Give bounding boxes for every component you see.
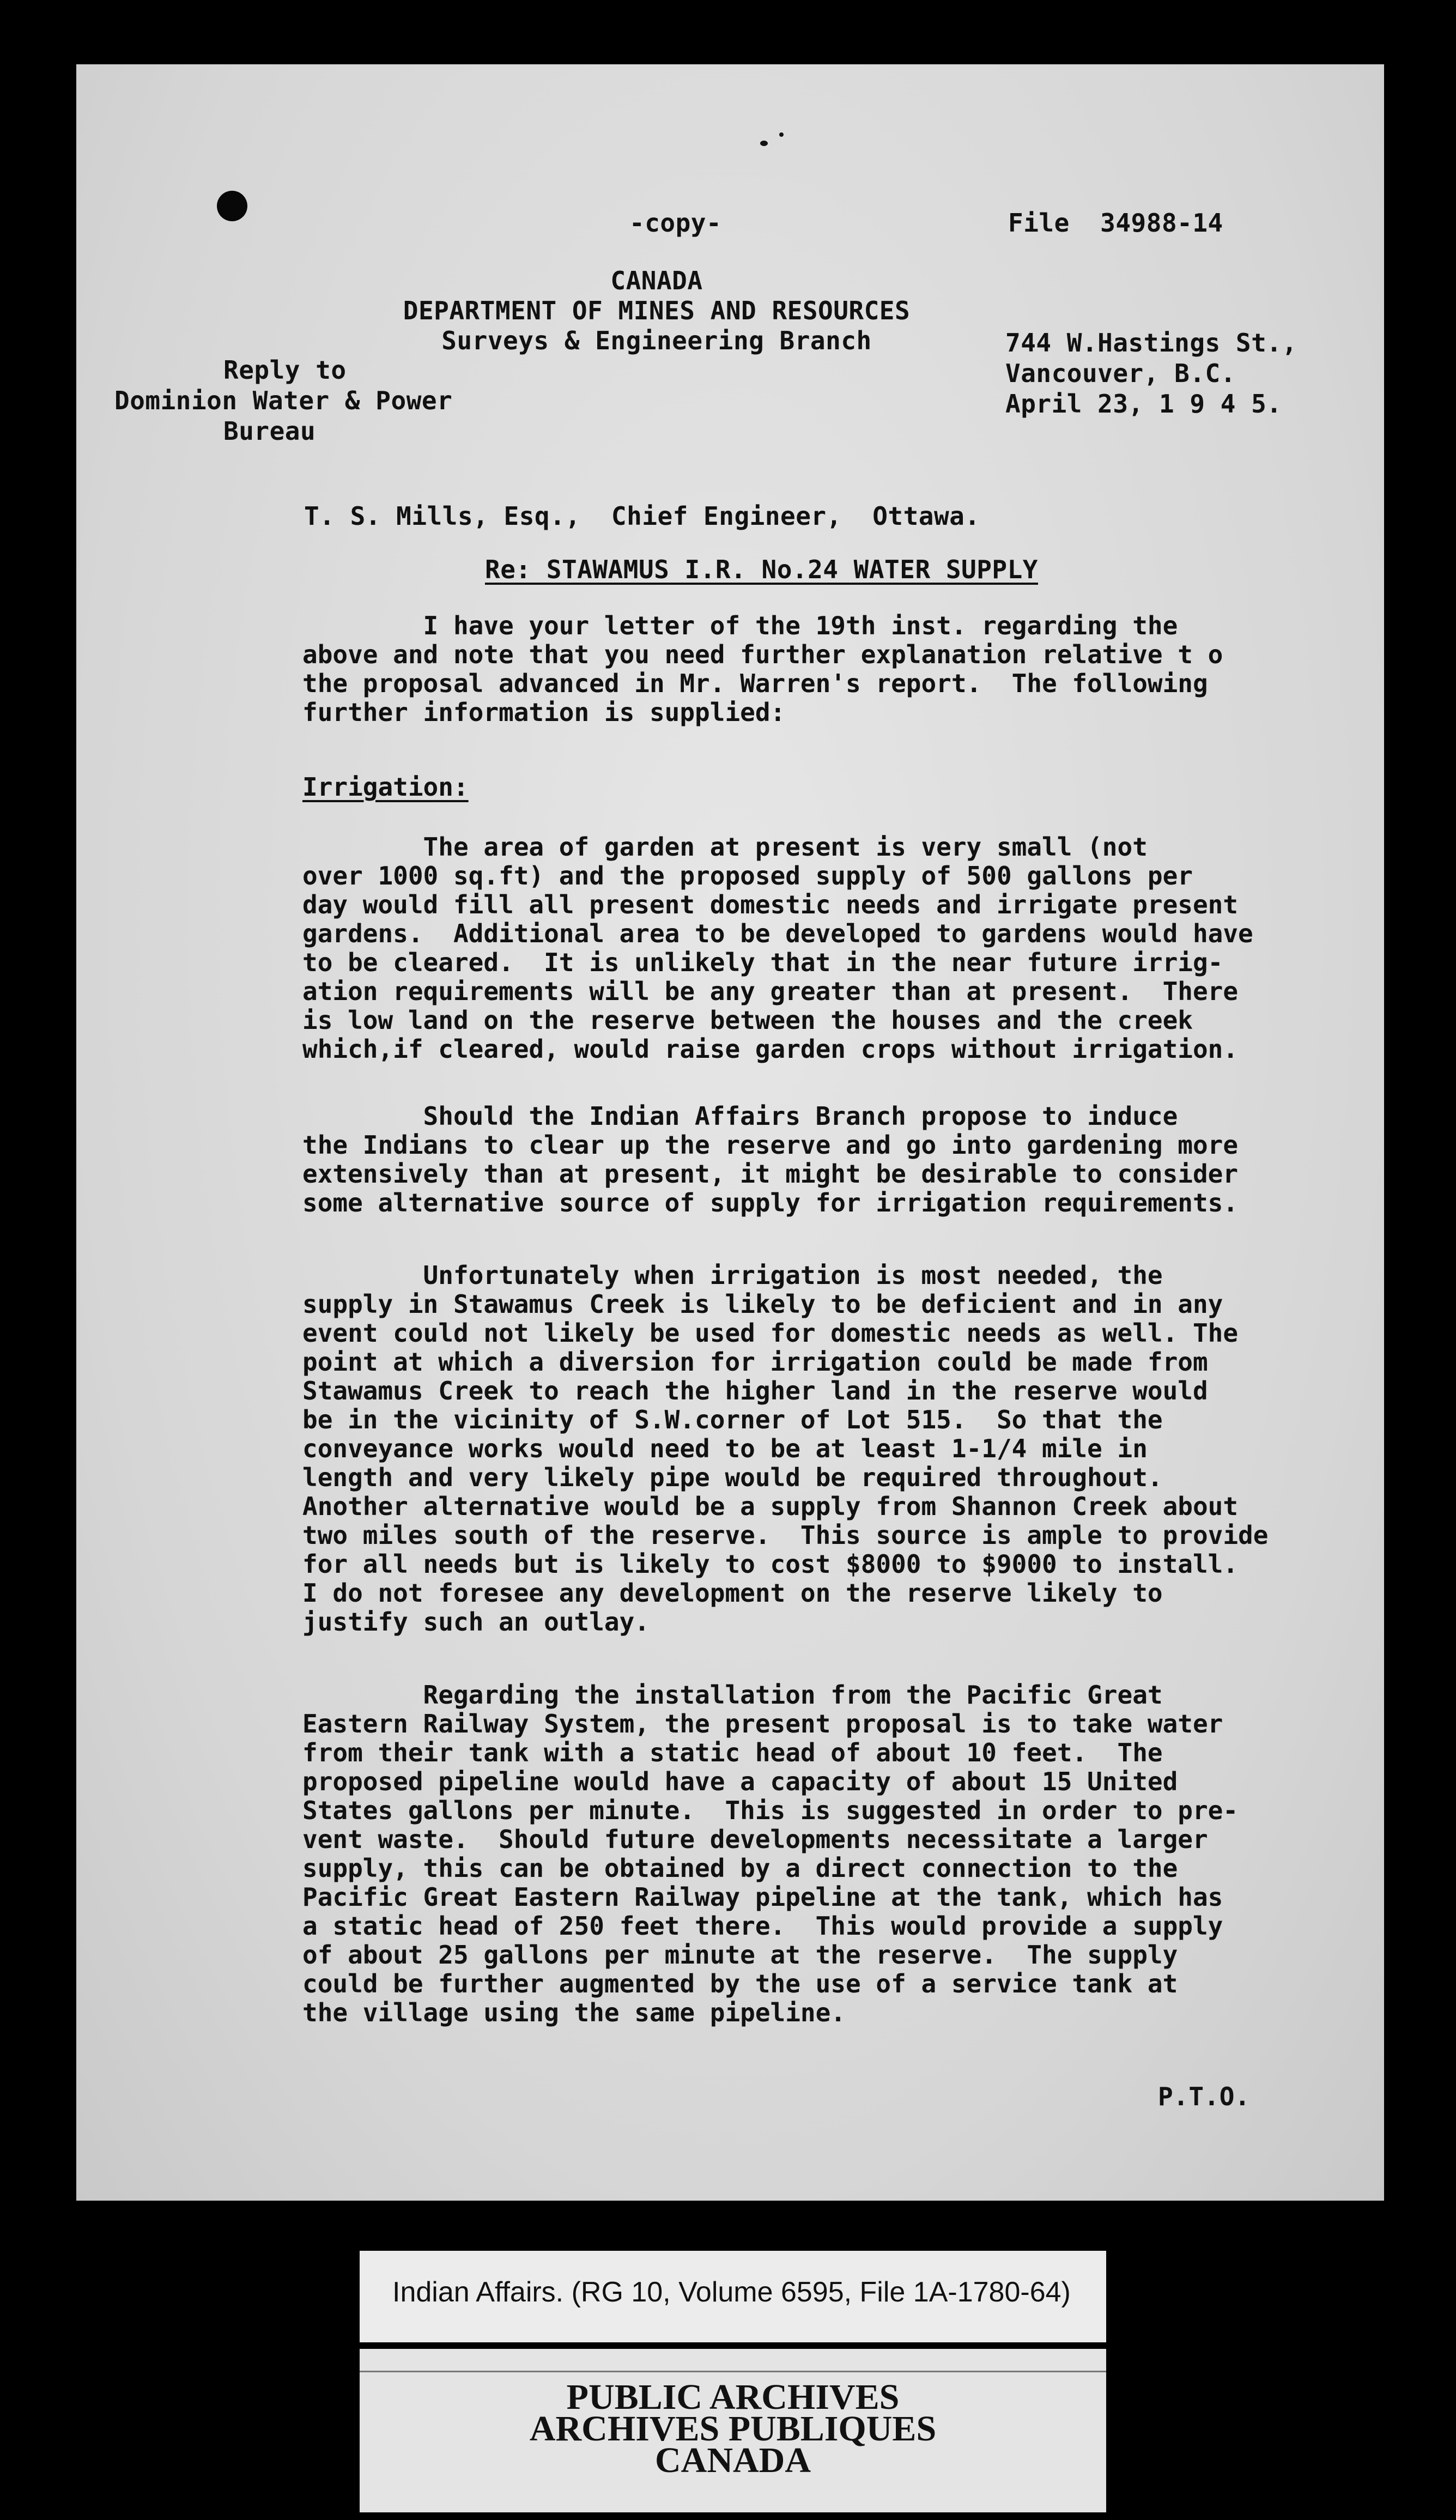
- text-line: a static head of 250 feet there. This would provide a supply: [302, 1911, 1223, 1941]
- subject-line: Re: STAWAMUS I.R. No.24 WATER SUPPLY: [485, 555, 1038, 584]
- paragraph-indian-affairs: [302, 1102, 1354, 1217]
- text-line: I have your letter of the 19th inst. regarding the: [302, 611, 1178, 640]
- text-line: vent waste. Should future developments necessitate a larger: [302, 1825, 1208, 1854]
- text-line: the village using the same pipeline.: [302, 1998, 846, 2027]
- section-heading-irrigation: [302, 773, 1354, 802]
- paragraph-intro: [302, 611, 1354, 727]
- text-line: Stawamus Creek to reach the higher land in the reserve would: [302, 1376, 1208, 1406]
- ink-speck: [779, 132, 784, 137]
- text-line: over 1000 sq.ft) and the proposed supply of 500 gallons per: [302, 861, 1193, 891]
- text-line: gardens. Additional area to be developed to gardens would have: [302, 919, 1253, 948]
- letter-page: [76, 64, 1384, 2201]
- text-line: supply in Stawamus Creek is likely to be deficient and in any: [302, 1289, 1223, 1319]
- text-line: States gallons per minute. This is suggested in order to pre-: [302, 1796, 1239, 1825]
- copy-mark: -copy-: [629, 208, 722, 238]
- text-line: Unfortunately when irrigation is most needed, the: [302, 1261, 1163, 1290]
- file-reference: File 34988-14: [1008, 208, 1223, 238]
- text-line: the proposal advanced in Mr. Warren's report. The following: [302, 669, 1208, 698]
- text-line: day would fill all present domestic needs and irrigate present: [302, 890, 1239, 919]
- text-line: conveyance works would need to be at least 1-1/4 mile in: [302, 1434, 1148, 1463]
- text-line: is low land on the reserve between the houses and the creek: [302, 1005, 1193, 1035]
- addressee: T. S. Mills, Esq., Chief Engineer, Ottawa.: [304, 501, 980, 531]
- reply-to-line-3: Bureau: [223, 416, 316, 446]
- archives-stamp-text: [371, 2377, 1095, 2480]
- punch-hole: [217, 191, 247, 221]
- section-heading-text: Irrigation:: [302, 772, 469, 802]
- text-line: of about 25 gallons per minute at the reserve. The supply: [302, 1940, 1178, 1970]
- archive-reference-text: Indian Affairs. (RG 10, Volume 6595, File 1A-1780-64): [392, 2276, 1071, 2308]
- address-line-street: 744 W.Hastings St.,: [1005, 328, 1297, 358]
- archive-reference-label: [360, 2251, 1106, 2342]
- paragraph-stawamus-creek: [302, 1261, 1354, 1637]
- text-line: event could not likely be used for domestic needs as well. The: [302, 1318, 1239, 1348]
- paragraph-garden-area: [302, 833, 1354, 1064]
- text-line: supply, this can be obtained by a direct connection to the: [302, 1853, 1178, 1883]
- stamp-line-french: ARCHIVES PUBLIQUES: [529, 2409, 937, 2449]
- address-line-city: Vancouver, B.C.: [1005, 359, 1236, 388]
- text-line: for all needs but is likely to cost $8000 to $9000 to install.: [302, 1549, 1239, 1579]
- text-line: extensively than at present, it might be desirable to consider: [302, 1159, 1239, 1189]
- text-line: which,if cleared, would raise garden crops without irrigation.: [302, 1034, 1239, 1064]
- text-line: Should the Indian Affairs Branch propose to induce: [302, 1101, 1178, 1131]
- please-turn-over: P.T.O.: [1158, 2082, 1251, 2111]
- text-line: two miles south of the reserve. This source is ample to provide: [302, 1521, 1269, 1550]
- reply-to-line-2: Dominion Water & Power: [114, 386, 453, 415]
- text-line: be in the vicinity of S.W.corner of Lot 515. So that the: [302, 1405, 1163, 1434]
- paragraph-pacific-great-eastern: [302, 1681, 1354, 2027]
- stamp-line-country: CANADA: [655, 2440, 811, 2480]
- text-line: justify such an outlay.: [302, 1607, 650, 1637]
- text-line: ation requirements will be any greater than at present. There: [302, 977, 1239, 1006]
- text-line: proposed pipeline would have a capacity of about 15 United: [302, 1767, 1178, 1796]
- text-line: The area of garden at present is very small (not: [302, 832, 1148, 862]
- text-line: further information is supplied:: [302, 698, 786, 727]
- archives-stamp: [360, 2349, 1106, 2512]
- stamp-divider: [360, 2371, 1106, 2372]
- text-line: the Indians to clear up the reserve and go into gardening more: [302, 1130, 1239, 1160]
- text-line: some alternative source of supply for irrigation requirements.: [302, 1188, 1239, 1217]
- text-line: Another alternative would be a supply from Shannon Creek about: [302, 1492, 1239, 1521]
- text-line: Eastern Railway System, the present proposal is to take water: [302, 1709, 1223, 1738]
- ink-speck: [760, 141, 768, 146]
- text-line: Pacific Great Eastern Railway pipeline at the tank, which has: [302, 1882, 1223, 1912]
- reply-to-line-1: Reply to: [223, 355, 347, 385]
- text-line: I do not foresee any development on the reserve likely to: [302, 1578, 1163, 1608]
- text-line: from their tank with a static head of about 10 feet. The: [302, 1738, 1163, 1767]
- text-line: could be further augmented by the use of a service tank at: [302, 1969, 1178, 1998]
- stamp-line-english: PUBLIC ARCHIVES: [566, 2377, 900, 2417]
- department-line-country: CANADA: [610, 266, 703, 295]
- text-line: length and very likely pipe would be required throughout.: [302, 1463, 1163, 1492]
- department-line-branch: Surveys & Engineering Branch: [441, 326, 872, 355]
- department-line-name: DEPARTMENT OF MINES AND RESOURCES: [403, 296, 911, 325]
- text-line: Regarding the installation from the Pacific Great: [302, 1680, 1163, 1710]
- text-line: to be cleared. It is unlikely that in the near future irrig-: [302, 948, 1223, 977]
- text-line: above and note that you need further explanation relative t o: [302, 640, 1223, 669]
- letter-date: April 23, 1 9 4 5.: [1005, 389, 1282, 419]
- text-line: point at which a diversion for irrigation could be made from: [302, 1347, 1208, 1377]
